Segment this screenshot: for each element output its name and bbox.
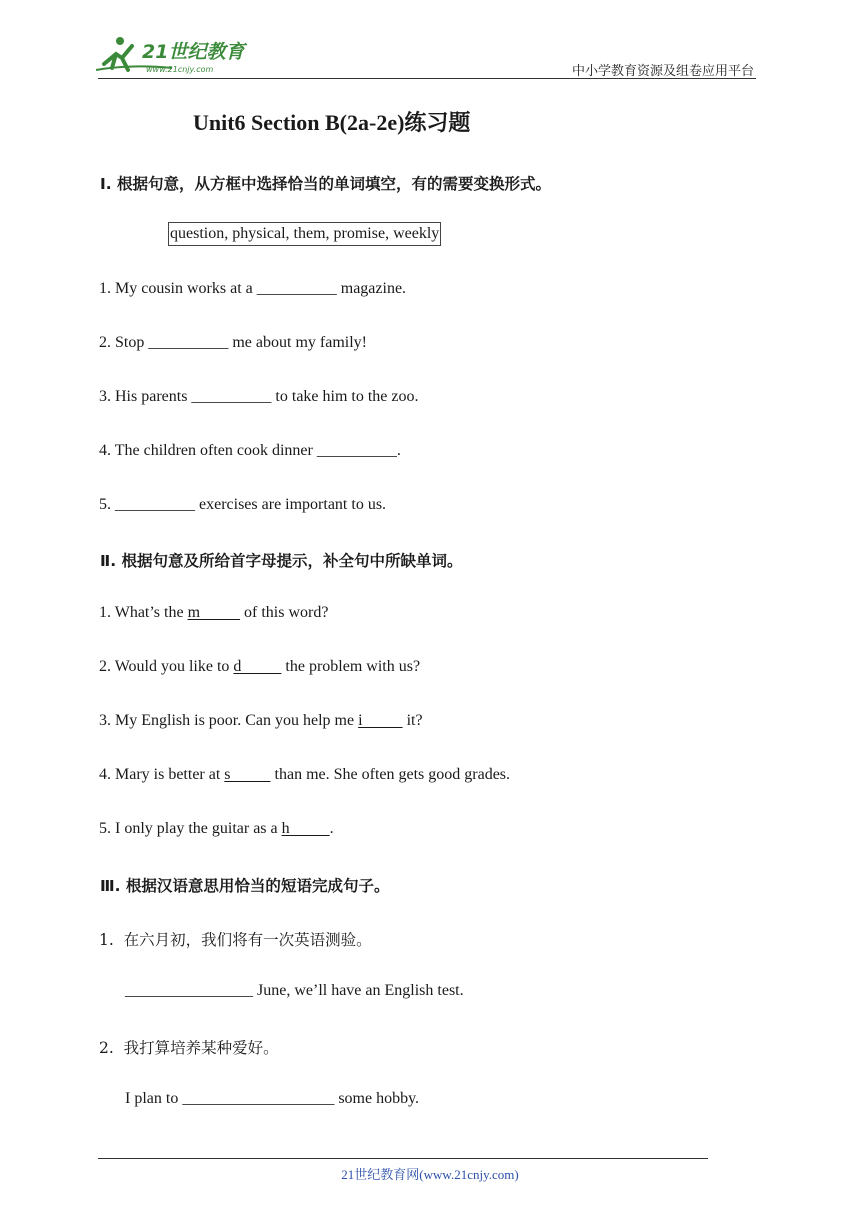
footer-divider [98,1158,708,1159]
answer-blank: m [187,604,241,621]
section2-question-1: 1. What’s the m of this word? [99,604,329,621]
section3-question-2-english: I plan to ___________________ some hobby. [125,1090,420,1107]
site-logo [92,34,262,78]
section2-heading: Ⅱ. 根据句意及所给首字母提示，补全句中所缺单词。 [100,552,463,570]
section2-question-4: 4. Mary is better at s than me. She often gets good grades. [99,766,511,783]
section1-question-3: 3. His parents __________ to take him to the zoo. [99,388,419,405]
page-title: Unit6 Section B(2a-2e)练习题 [193,110,471,135]
section2-question-3: 3. My English is poor. Can you help me i it? [99,712,423,729]
answer-blank: i [358,712,403,729]
section3-question-2-chinese: 2. 我打算培养某种爱好。 [99,1039,279,1057]
section1-question-2: 2. Stop __________ me about my family! [99,334,367,351]
header-platform-text: 中小学教育资源及组卷应用平台 [571,64,754,79]
header-divider [98,78,756,79]
section2-question-2: 2. Would you like to d the problem with us? [99,658,421,675]
section3-question-1-english: ________________ June, we’ll have an English test. [125,982,464,999]
footer-text: 21世纪教育网(www.21cnjy.com) [341,1167,519,1182]
word-box: question, physical, them, promise, weekly [168,222,441,246]
logo-text: 21世纪教育 [142,41,245,63]
answer-blank: h [281,820,330,837]
section3-heading: Ⅲ. 根据汉语意思用恰当的短语完成句子。 [100,877,390,895]
answer-blank: s [224,766,271,783]
section1-question-4: 4. The children often cook dinner __________. [99,442,401,459]
answer-blank: d [233,658,282,675]
section3-question-1-chinese: 1. 在六月初，我们将有一次英语测验。 [99,931,372,949]
section1-question-5: 5. __________ exercises are important to us. [99,496,387,513]
logo-url: www.21cnjy.com [146,65,214,74]
section1-question-1: 1. My cousin works at a __________ magazine. [99,280,407,297]
section1-heading: Ⅰ. 根据句意，从方框中选择恰当的单词填空，有的需要变换形式。 [100,175,552,193]
section2-question-5: 5. I only play the guitar as a h . [99,820,334,837]
